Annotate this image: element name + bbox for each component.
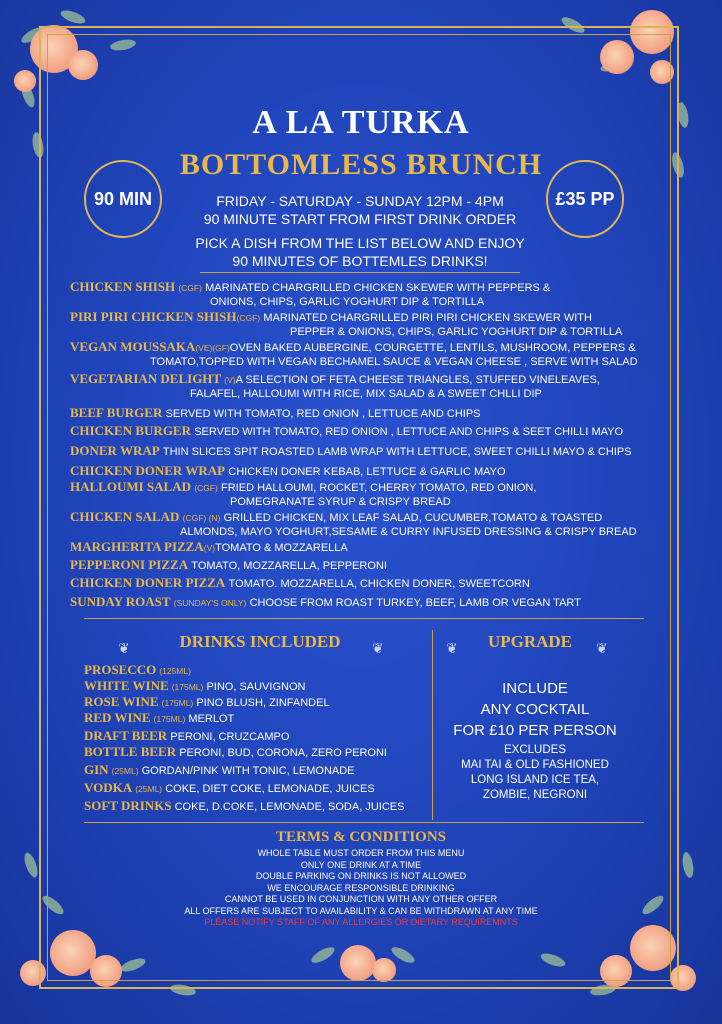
- terms-line: ONLY ONE DRINK AT A TIME: [300, 859, 422, 870]
- drink-item: [84, 762, 424, 778]
- drink-size: (175ML): [171, 682, 204, 692]
- menu-item-tag: (V): [224, 375, 236, 385]
- menu-item-desc-2: TOMATO,TOPPED WITH VEGAN BECHAMEL SAUCE & VEGAN CHEESE , SERVE WITH SALAD: [150, 356, 638, 368]
- menu-item-name: CHICKEN SHISH: [70, 279, 176, 294]
- section-vertical-divider: [432, 630, 433, 820]
- drink-item: [84, 744, 424, 760]
- menu-item-desc: TOMATO & MOZZARELLA: [215, 542, 348, 554]
- menu-item-desc: CHOOSE FROM ROAST TURKEY, BEEF, LAMB OR VEGAN TART: [249, 597, 581, 609]
- menu-item-desc: SERVED WITH TOMATO, RED ONION , LETTUCE AND CHIPS: [165, 408, 481, 420]
- menu-item: [70, 464, 670, 479]
- terms-line: DOUBLE PARKING ON DRINKS IS NOT ALLOWED: [255, 871, 467, 881]
- upgrade-line: INCLUDE: [502, 680, 568, 697]
- terms-heading: TERMS & CONDITIONS: [275, 829, 447, 845]
- drink-name: PROSECCO: [84, 662, 157, 677]
- menu-item-tag: (SUNDAY'S ONLY): [173, 598, 247, 608]
- menu-item: [70, 510, 670, 539]
- terms-line: ALL OFFERS ARE SUBJECT TO AVAILABILITY & CAN BE WITHDRAWN AT ANY TIME: [184, 905, 538, 916]
- terms-divider: [84, 822, 644, 823]
- menu-item-tag: (CGF): [236, 313, 261, 323]
- terms-line: CANNOT BE USED IN CONJUNCTION WITH ANY OTHER OFFER: [224, 894, 498, 904]
- menu-item-name: HALLOUMI SALAD: [70, 479, 191, 494]
- menu-item-name: PEPPERONI PIZZA: [70, 557, 189, 572]
- intro-line-1: FRIDAY - SATURDAY - SUNDAY 12PM - 4PM: [216, 193, 504, 209]
- intro-line-4: 90 MINUTES OF BOTTEMLES DRINKS!: [232, 253, 488, 269]
- menu-item: [70, 406, 670, 421]
- drink-name: WHITE WINE: [84, 678, 169, 693]
- menu-item-desc: FRIED HALLOUMI, ROCKET, CHERRY TOMATO, RED ONION,: [221, 482, 537, 494]
- menu-item-desc: A SELECTION OF FETA CHEESE TRIANGLES, STUFFED VINELEAVES,: [235, 374, 600, 386]
- upgrade-heading: UPGRADE: [487, 632, 573, 651]
- menu-item: [70, 540, 670, 555]
- menu-item-desc: MARINATED CHARGRILLED CHICKEN SKEWER WITH PEPPERS &: [205, 282, 551, 294]
- drink-name: VODKA: [84, 780, 133, 795]
- excludes-line: MAI TAI & OLD FASHIONED: [461, 759, 609, 771]
- terms-line: WE ENCOURAGE RESPONSIBLE DRINKING: [267, 882, 455, 893]
- menu-item: [70, 595, 670, 610]
- leaf-ornament-icon: ❦: [118, 640, 130, 656]
- drink-item: [84, 798, 424, 814]
- drink-desc: PINO, SAUVIGNON: [206, 681, 306, 693]
- drink-desc: COKE, D.COKE, LEMONADE, SODA, JUICES: [174, 801, 405, 813]
- drink-name: DRAFT BEER: [84, 728, 168, 743]
- menu-item-desc-2: PEPPER & ONIONS, CHIPS, GARLIC YOGHURT DIP & TORTILLA: [290, 326, 623, 338]
- upgrade-excludes: [440, 743, 630, 803]
- menu-item-tag: (CGF) (N): [182, 513, 221, 523]
- drink-size: (25ML): [135, 784, 163, 794]
- price-badge-text: £35 PP: [555, 188, 615, 209]
- menu-item: [70, 372, 670, 401]
- upgrade-offer: [440, 678, 630, 741]
- terms-line: WHOLE TABLE MUST ORDER FROM THIS MENU: [257, 848, 465, 858]
- menu-item-tag: (VE)(GF): [195, 343, 230, 353]
- menu-item-desc-2: ALMONDS, MAYO YOGHURT,SESAME & CURRY INFUSED DRESSING & CRISPY BREAD: [180, 526, 637, 538]
- upgrade-line: FOR £10 PER PERSON: [453, 722, 617, 739]
- drink-size: (175ML): [161, 698, 194, 708]
- drink-name: ROSE WINE: [84, 694, 159, 709]
- upgrade-line: ANY COCKTAIL: [480, 701, 590, 718]
- intro-line-3: PICK A DISH FROM THE LIST BELOW AND ENJOY: [195, 235, 525, 251]
- drink-size: (175ML): [153, 714, 186, 724]
- menu-item-name: CHICKEN SALAD: [70, 509, 180, 524]
- menu-item-desc: TOMATO, MOZZARELLA, PEPPERONI: [191, 560, 387, 572]
- menu-item-desc: TOMATO. MOZZARELLA, CHICKEN DONER, SWEETCORN: [228, 578, 530, 590]
- drink-item: [84, 710, 424, 726]
- drink-size: (25ML): [111, 766, 139, 776]
- menu-list: [70, 0, 670, 620]
- excludes-line: EXCLUDES: [504, 744, 566, 756]
- menu-item-desc: SERVED WITH TOMATO, RED ONION , LETTUCE AND CHIPS & SEET CHILLI MAYO: [194, 426, 624, 438]
- drink-item: [84, 694, 424, 710]
- drink-name: RED WINE: [84, 710, 151, 725]
- menu-item-tag: (CGF): [178, 283, 202, 293]
- drink-item: [84, 780, 424, 796]
- drink-desc: COKE, DIET COKE, LEMONADE, JUICES: [165, 783, 375, 795]
- menu-item: [70, 310, 670, 339]
- duration-badge-text: 90 MIN: [93, 188, 153, 209]
- drinks-heading: DRINKS INCLUDED: [179, 632, 341, 651]
- terms-list: [0, 848, 722, 929]
- excludes-line: LONG ISLAND ICE TEA,: [470, 774, 600, 786]
- menu-item-desc: MARINATED CHARGRILLED PIRI PIRI CHICKEN SKEWER WITH: [263, 312, 592, 324]
- menu-item: [70, 576, 670, 591]
- menu-item-desc-2: POMEGRANATE SYRUP & CRISPY BREAD: [230, 496, 451, 508]
- leaf-ornament-icon: ❦: [446, 640, 458, 656]
- drink-name: GIN: [84, 762, 109, 777]
- drink-desc: PINO BLUSH, ZINFANDEL: [196, 697, 330, 709]
- menu-item-desc: GRILLED CHICKEN, MIX LEAF SALAD, CUCUMBER,TOMATO & TOASTED: [223, 512, 603, 524]
- drink-name: SOFT DRINKS: [84, 798, 172, 813]
- menu-item-name: BEEF BURGER: [70, 405, 163, 420]
- menu-item-desc-2: ONIONS, CHIPS, GARLIC YOGHURT DIP & TORTILLA: [210, 296, 485, 308]
- menu-item-name: CHICKEN DONER PIZZA: [70, 575, 226, 590]
- drink-desc: MERLOT: [188, 713, 235, 725]
- menu-item-name: MARGHERITA PIZZA: [70, 539, 204, 554]
- menu-item-name: VEGAN MOUSSAKA: [70, 339, 196, 354]
- restaurant-title: A LA TURKA: [252, 104, 470, 141]
- menu-item-desc: THIN SLICES SPIT ROASTED LAMB WRAP WITH LETTUCE, SWEET CHILLI MAYO & CHIPS: [162, 446, 632, 458]
- drink-desc: GORDAN/PINK WITH TONIC, LEMONADE: [141, 765, 355, 777]
- menu-item-name: CHICKEN BURGER: [70, 423, 191, 438]
- menu-item-desc: OVEN BAKED AUBERGINE, COURGETTE, LENTILS, MUSHROOM, PEPPERS &: [229, 342, 636, 354]
- menu-item-name: CHICKEN DONER WRAP: [70, 463, 226, 478]
- menu-item-name: VEGETARIAN DELIGHT: [70, 371, 222, 386]
- menu-divider: [84, 618, 644, 619]
- menu-item-tag: (CGF): [194, 483, 218, 493]
- menu-item: [70, 480, 670, 509]
- menu-item-tag: (V): [203, 543, 216, 553]
- leaf-ornament-icon: ❦: [372, 640, 384, 656]
- menu-item: [70, 558, 670, 573]
- menu-item-name: DONER WRAP: [70, 443, 160, 458]
- intro-line-2: 90 MINUTE START FROM FIRST DRINK ORDER: [203, 211, 517, 227]
- drink-item: [84, 728, 424, 744]
- drink-item: [84, 678, 424, 694]
- menu-item-name: PIRI PIRI CHICKEN SHISH: [70, 309, 237, 324]
- menu-item: [70, 444, 670, 459]
- drink-name: BOTTLE BEER: [84, 744, 177, 759]
- drink-size: (125ML): [159, 666, 191, 676]
- drink-desc: PERONI, BUD, CORONA, ZERO PERONI: [179, 747, 387, 759]
- leaf-ornament-icon: ❦: [596, 640, 608, 656]
- menu-item: [70, 280, 670, 309]
- drink-item: [84, 662, 424, 678]
- drink-desc: PERONI, CRUZCAMPO: [170, 731, 290, 743]
- menu-item-desc: CHICKEN DONER KEBAB, LETTUCE & GARLIC MAYO: [228, 466, 506, 478]
- menu-item: [70, 424, 670, 439]
- menu-item: [70, 340, 670, 369]
- excludes-line: ZOMBIE, NEGRONI: [482, 789, 588, 801]
- brunch-subtitle: BOTTOMLESS BRUNCH: [179, 148, 543, 181]
- allergy-notice: PLEASE NOTIFY STAFF OF ANY ALLERGIES OR DIETARY REQUIREMNTS: [204, 917, 518, 927]
- menu-item-desc-2: FALAFEL, HALLOUMI WITH RICE, MIX SALAD & A SWEET CHLLI DIP: [190, 388, 542, 400]
- menu-item-name: SUNDAY ROAST: [70, 594, 171, 609]
